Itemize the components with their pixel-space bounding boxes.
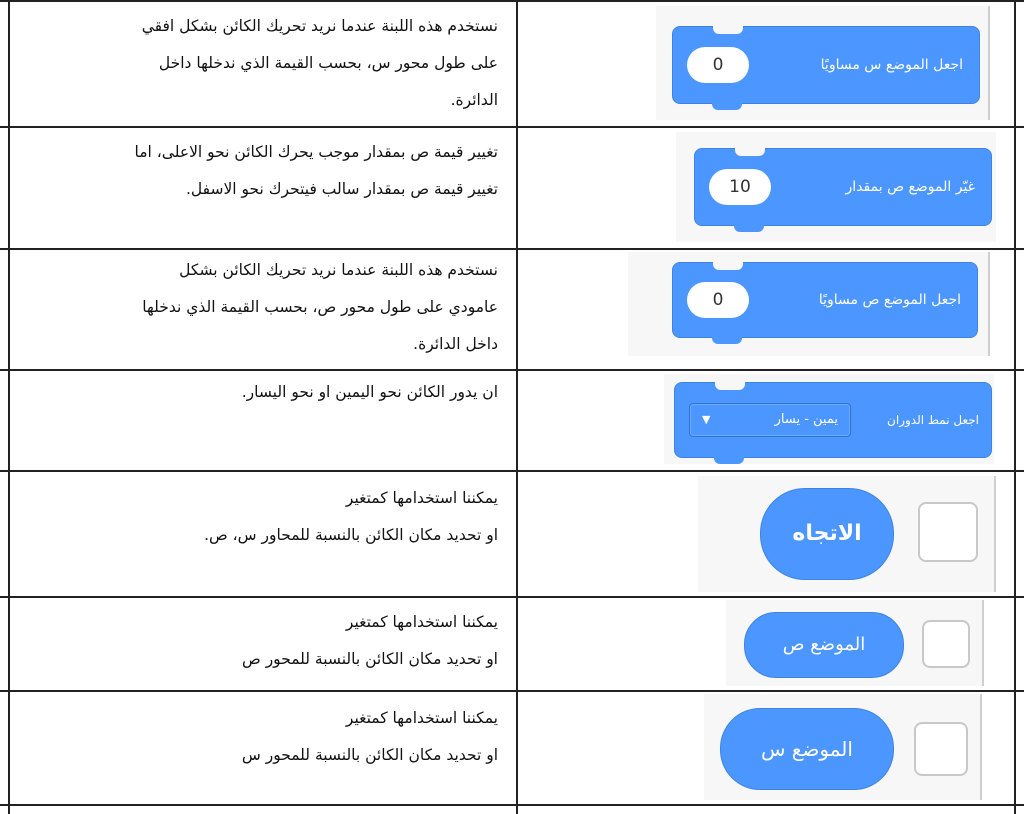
x-position-checkbox[interactable] xyxy=(914,722,968,776)
panel-edge xyxy=(988,6,990,120)
row-divider xyxy=(0,369,1024,371)
row-description: ان يدور الكائن نحو اليمين او نحو اليسار. xyxy=(241,383,498,401)
y-position-checkbox[interactable] xyxy=(922,620,970,668)
block-label: غيّر الموضع ص بمقدار xyxy=(845,179,975,195)
row-description: نستخدم هذه اللبنة عندما نريد تحريك الكائن بشكل افقي على طول محور س، بحسب القيمة الذي ندخلها داخل الدائرة. xyxy=(141,17,498,109)
panel-edge xyxy=(980,694,982,800)
row-description: يمكننا استخدامها كمتغير او تحديد مكان الكائن بالنسبة للمحاور س، ص. xyxy=(204,489,498,544)
table-border-left xyxy=(8,0,10,814)
panel-edge xyxy=(982,600,984,686)
value-input[interactable]: 0 xyxy=(687,47,749,83)
direction-checkbox[interactable] xyxy=(918,502,978,562)
table-border-right xyxy=(1014,0,1016,814)
block-notch xyxy=(714,456,744,464)
block-notch xyxy=(715,382,745,390)
value-input[interactable]: 0 xyxy=(687,282,749,318)
block-notch xyxy=(713,262,743,270)
chevron-down-icon: ▼ xyxy=(702,413,711,426)
set-y-block[interactable] xyxy=(672,262,978,338)
row-divider xyxy=(0,248,1024,250)
x-position-reporter[interactable]: الموضع س xyxy=(720,708,894,790)
row-description: تغيير قيمة ص بمقدار موجب يحرك الكائن نحو الاعلى، اما تغيير قيمة ص بمقدار سالب فيتحرك نحو الاسفل. xyxy=(134,143,498,198)
block-notch xyxy=(712,336,742,344)
panel-edge xyxy=(988,252,990,356)
block-label: اجعل الموضع ص مساويًا xyxy=(818,292,961,308)
row-divider xyxy=(0,690,1024,692)
value-input[interactable]: 10 xyxy=(709,169,771,205)
rotation-style-dropdown[interactable] xyxy=(689,403,851,437)
block-notch xyxy=(712,102,742,110)
y-position-reporter[interactable]: الموضع ص xyxy=(744,612,904,678)
row-divider xyxy=(0,126,1024,128)
row-divider xyxy=(0,470,1024,472)
block-label: اجعل الموضع س مساويًا xyxy=(820,57,963,73)
row-description: نستخدم هذه اللبنة عندما نريد تحريك الكائن بشكل عامودي على طول محور ص، بحسب القيمة الذي ندخلها داخل الدائرة. xyxy=(142,261,498,353)
row-divider xyxy=(0,596,1024,598)
column-divider xyxy=(516,0,518,814)
row-divider xyxy=(0,804,1024,806)
table-border-top xyxy=(0,0,1024,2)
change-y-block[interactable] xyxy=(694,148,992,226)
set-x-block[interactable] xyxy=(672,26,980,104)
block-notch xyxy=(735,148,765,156)
block-label: اجعل نمط الدوران xyxy=(887,413,979,427)
row-description: يمكننا استخدامها كمتغير او تحديد مكان الكائن بالنسبة للمحور ص xyxy=(242,613,498,668)
block-notch xyxy=(713,26,743,34)
set-rotation-style-block[interactable] xyxy=(674,382,992,458)
panel-edge xyxy=(994,476,996,592)
dropdown-value: يمين - يسار xyxy=(774,412,838,427)
block-notch xyxy=(734,224,764,232)
direction-reporter[interactable]: الاتجاه xyxy=(760,488,894,580)
row-description: يمكننا استخدامها كمتغير او تحديد مكان الكائن بالنسبة للمحور س xyxy=(241,709,498,764)
